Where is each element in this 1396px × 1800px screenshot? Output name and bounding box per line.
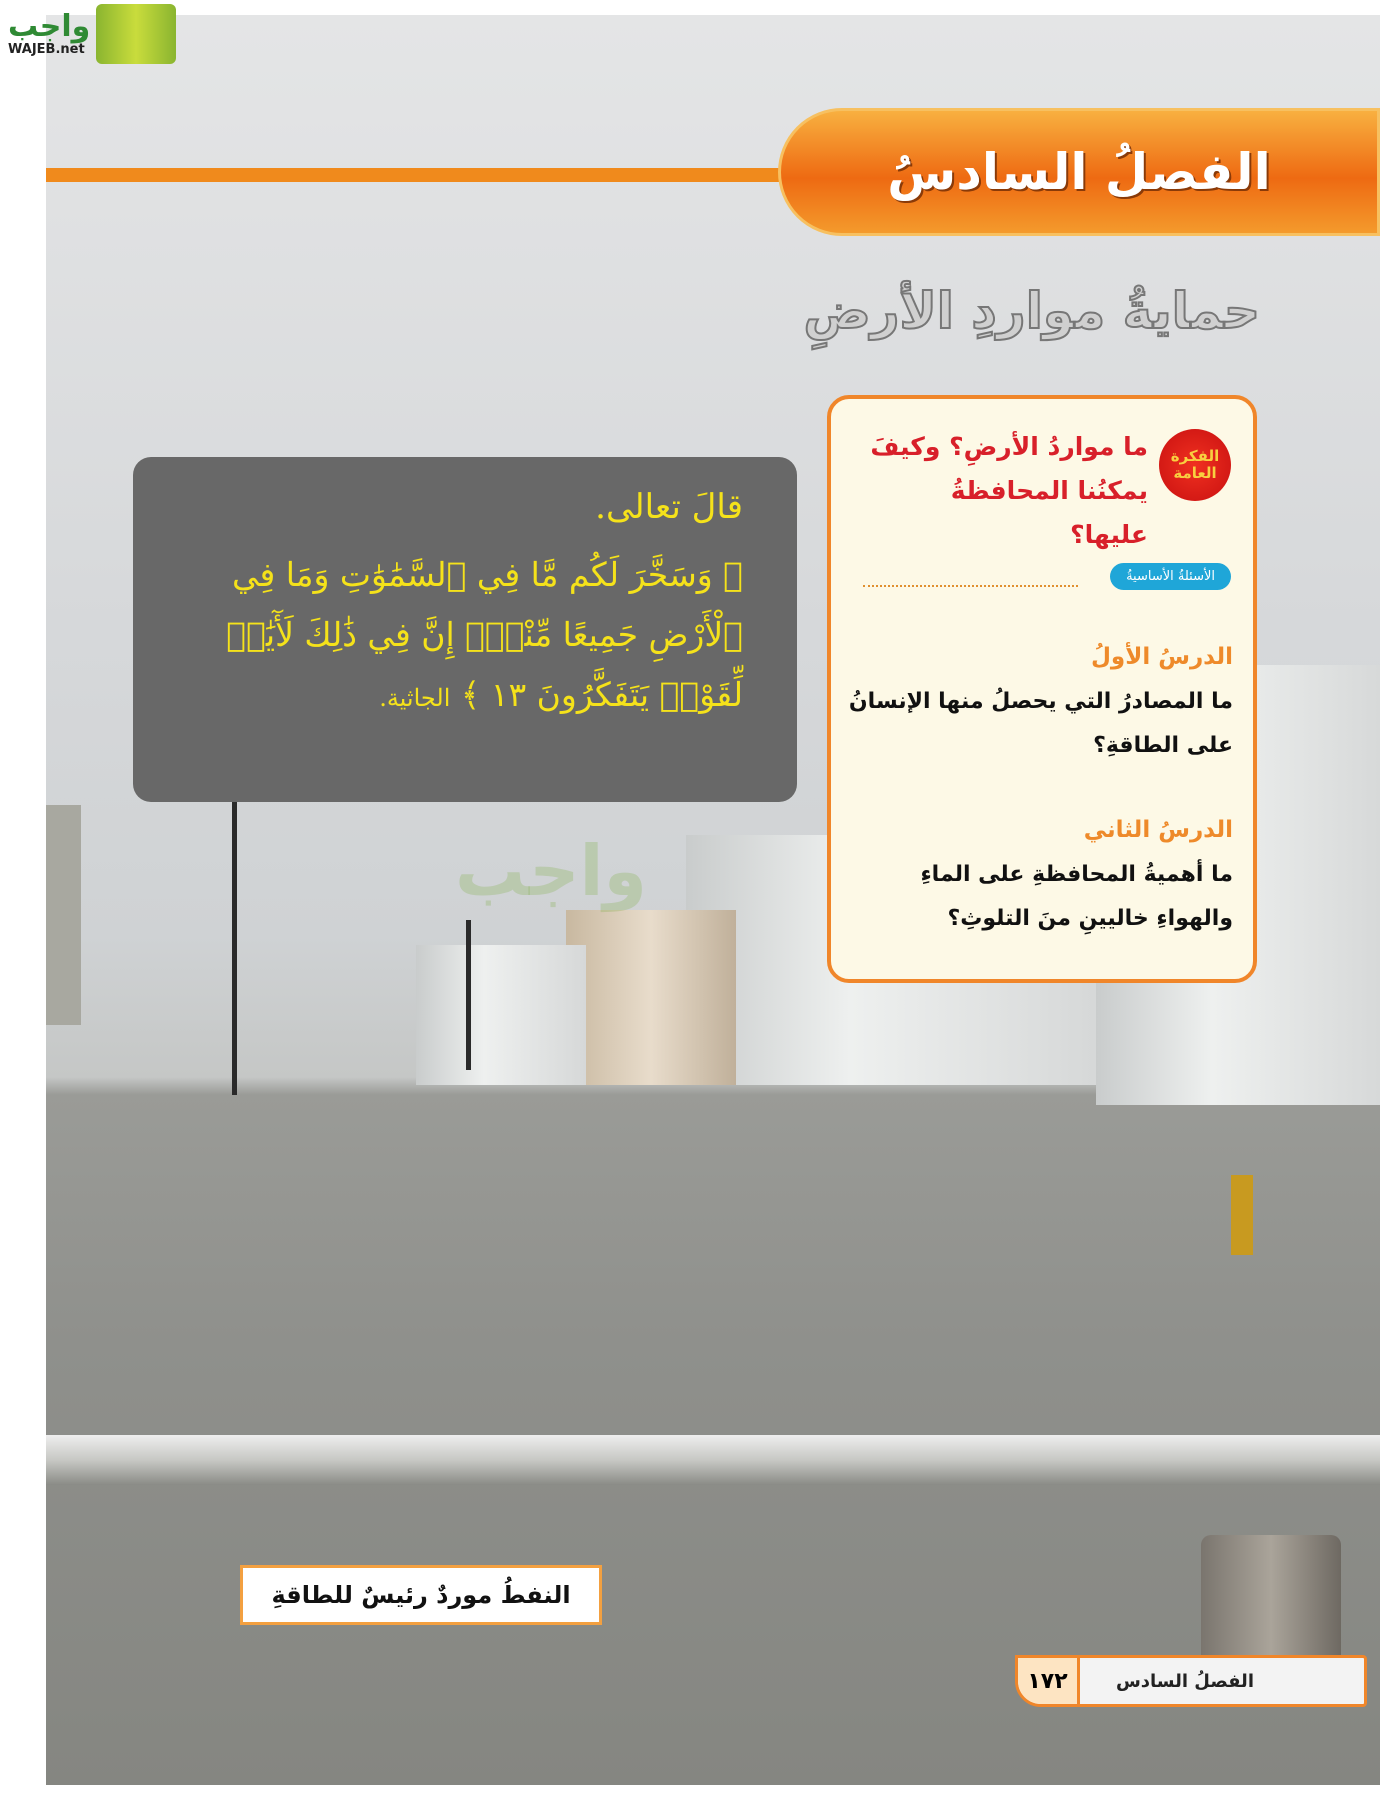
chapter-banner bbox=[778, 108, 1380, 236]
book-icon bbox=[96, 4, 176, 64]
footer-chapter: الفصلُ السادس bbox=[1115, 1670, 1254, 1692]
storage-tank bbox=[566, 910, 736, 1085]
lesson-question: ما أهميةُ المحافظةِ على الماءِ والهواءِ خاليينِ منَ التلوثِ؟ bbox=[920, 862, 1233, 931]
wajeb-logo[interactable] bbox=[8, 4, 176, 64]
big-idea-box bbox=[827, 395, 1257, 983]
utility-pole bbox=[232, 775, 237, 1095]
quran-verse: ﴿ وَسَخَّرَ لَكُم مَّا فِي ٱلسَّمَٰوَٰتِ وَمَا فِي ٱلْأَرْضِ جَمِيعًا مِّنْهُۚ إِنَّ فِي ذَٰلِكَ لَأٓيَٰتٖ لِّقَوْمٖ يَتَفَكَّرُونَ ١٣ ﴾ bbox=[226, 555, 743, 714]
storage-tank bbox=[416, 945, 586, 1085]
lesson-title: الدرسُ الثاني bbox=[1083, 817, 1233, 843]
logo-latin: WAJEB.net bbox=[8, 41, 85, 57]
pipe-support bbox=[1201, 1535, 1341, 1665]
lesson-1 bbox=[848, 644, 1233, 768]
dotted-divider bbox=[863, 585, 1078, 587]
utility-pole bbox=[466, 920, 471, 1070]
unit-title: حمايةُ مواردِ الأرضِ bbox=[803, 282, 1260, 340]
surah-name: الجاثية. bbox=[379, 684, 451, 712]
silo bbox=[46, 805, 81, 1025]
chapter-title: الفصلُ السادسُ bbox=[887, 143, 1271, 201]
orange-rule bbox=[46, 168, 786, 182]
marker-post bbox=[1231, 1175, 1253, 1255]
watermark: واجب bbox=[455, 830, 648, 912]
quran-intro: قالَ تعالى. bbox=[595, 487, 743, 527]
lesson-question: ما المصادرُ التي يحصلُ منها الإنسانُ على الطاقةِ؟ bbox=[848, 689, 1233, 758]
pipe bbox=[46, 1435, 1380, 1485]
big-idea-badge: الفكرة العامة bbox=[1159, 429, 1231, 501]
lesson-title: الدرسُ الأولُ bbox=[1090, 644, 1233, 670]
quran-verse-box bbox=[133, 457, 797, 802]
page-number: ١٧٢ bbox=[1018, 1658, 1080, 1704]
essential-questions-label: الأسئلةُ الأساسيةُ bbox=[1110, 563, 1231, 590]
lesson-2 bbox=[848, 817, 1233, 941]
logo-arabic: واجب bbox=[8, 8, 91, 44]
big-idea-question: ما مواردُ الأرضِ؟ وكيفَ يمكنُنا المحافظةُ عليها؟ bbox=[870, 432, 1148, 549]
page-footer bbox=[1015, 1655, 1367, 1707]
photo-caption: النفطُ موردٌ رئيسٌ للطاقةِ bbox=[240, 1565, 602, 1625]
